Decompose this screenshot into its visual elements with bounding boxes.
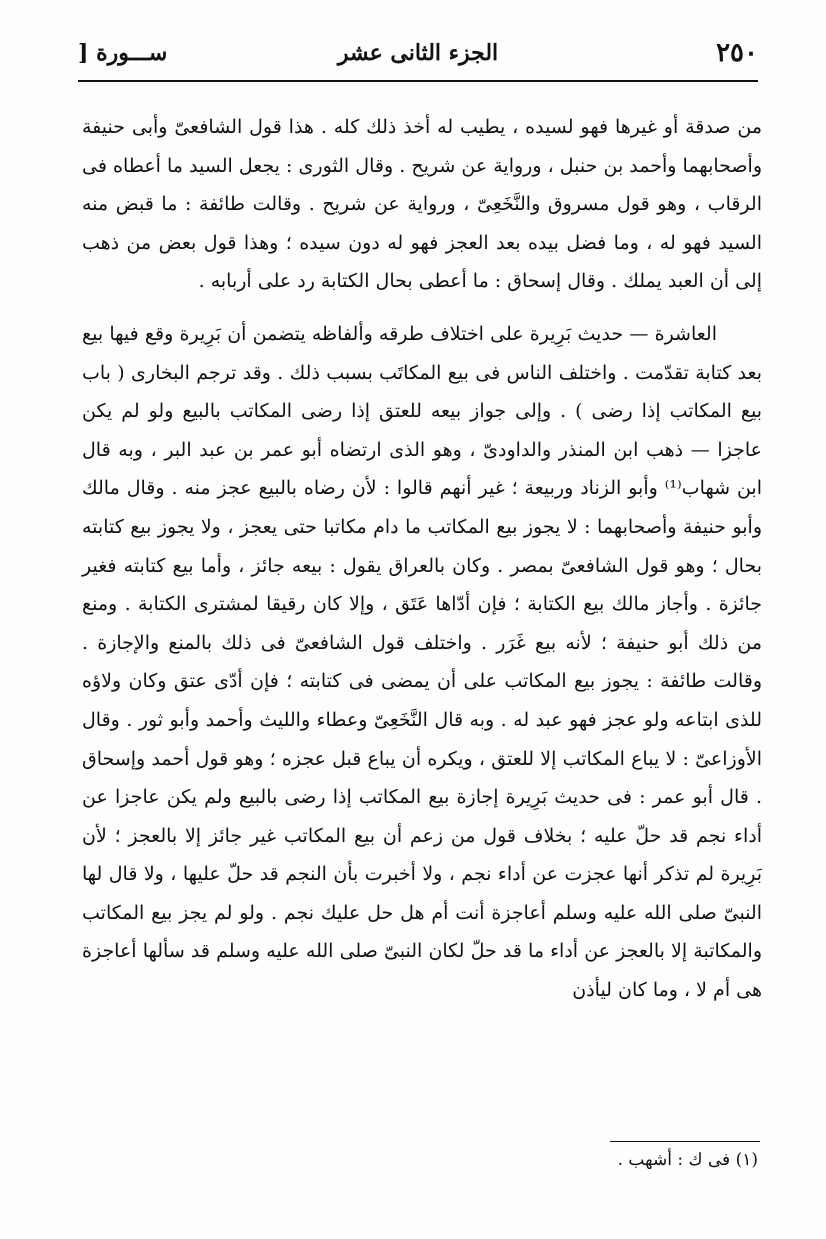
header-rule	[78, 80, 758, 82]
page-number: ٢٥٠	[716, 38, 758, 68]
page-header	[78, 38, 758, 78]
surah-label: ســـورة [	[78, 40, 168, 66]
main-text	[82, 108, 762, 1010]
running-title: الجزء الثانى عشر	[337, 40, 499, 66]
footnote-rule	[610, 1141, 760, 1142]
paragraph-2: العاشرة — حديث بَرِيرة على اختلاف طرقه وألفاظه يتضمن أن بَرِيرة وقع فيها بيع بعد كتابة تقدّمت . واختلف الناس فى بيع المكاتَب بسبب ذلك . وقد ترجم البخارى ( باب بيع المكاتب إذا رضى ) . وإلى جواز بيعه للعتق إذا رضى المكاتب بالبيع ولو لم يكن عاجزا — ذهب ابن المنذر والداودىّ ، وهو الذى ارتضاه أبو عمر بن عبد البر ، وبه قال ابن شهاب⁽¹⁾ وأبو الزناد وربيعة ؛ غير أنهم قالوا : لأن رضاه بالبيع عجز منه . وقال مالك وأبو حنيفة وأصحابهما : لا يجوز بيع المكاتب ما دام مكاتبا حتى يعجز ، ولا يجوز بيع كتابته بحال ؛ وهو قول الشافعىّ بمصر . وكان بالعراق يقول : بيعه جائز ، وأما بيع كتابته فغير جائزة . وأجاز مالك بيع الكتابة ؛ فإن أدّاها عَتَق ، وإلا كان رقيقا لمشترى الكتابة . ومنع من ذلك أبو حنيفة ؛ لأنه بيع غَرَر . واختلف قول الشافعىّ فى ذلك بالمنع والإجازة . وقالت طائفة : يجوز بيع المكاتب على أن يمضى فى كتابته ؛ فإن أدّى عتق وكان ولاؤه للذى ابتاعه ولو عجز فهو عبد له . وبه قال النَّخَعِىّ وعطاء والليث وأحمد وأبو ثور . وقال الأوزاعىّ : لا يباع المكاتب إلا للعتق ، ويكره أن يباع قبل عجزه ؛ وهو قول أحمد وإسحاق . قال أبو عمر : فى حديث بَرِيرة إجازة بيع المكاتب إذا رضى بالبيع ولم يكن عاجزا عن أداء نجم قد حلّ عليه ؛ بخلاف قول من زعم أن بيع المكاتب غير جائز إلا بالعجز ؛ لأن بَرِيرة لم تذكر أنها عجزت عن أداء نجم ، ولا أخبرت بأن النجم قد حلّ عليها ، ولا قال لها النبىّ صلى الله عليه وسلم أعاجزة أنت أم هل حل عليك نجم . ولو لم يجز بيع المكاتب والمكاتبة إلا بالعجز عن أداء ما قد حلّ لكان النبىّ صلى الله عليه وسلم قد سألها أعاجزة هى أم لا ، وما كان ليأذن	[82, 322, 762, 1002]
footnote: (١) فى ك : أشهب .	[617, 1150, 758, 1170]
paragraph-1: من صدقة أو غيرها فهو لسيده ، يطيب له أخذ ذلك كله . هذا قول الشافعىّ وأبى حنيفة وأصحابهما وأحمد بن حنبل ، ورواية عن شريح . وقال الثورى : يجعل السيد ما أعطاه فى الرقاب ، وهو قول مسروق والنَّخَعِىّ ، ورواية عن شريح . وقالت طائفة : ما قبض منه السيد فهو له ، وما فضل بيده بعد العجز فهو له دون سيده ؛ وهذا قول بعض من ذهب إلى أن العبد يملك . وقال إسحاق : ما أعطى بحال الكتابة رد على أربابه .	[82, 116, 762, 293]
